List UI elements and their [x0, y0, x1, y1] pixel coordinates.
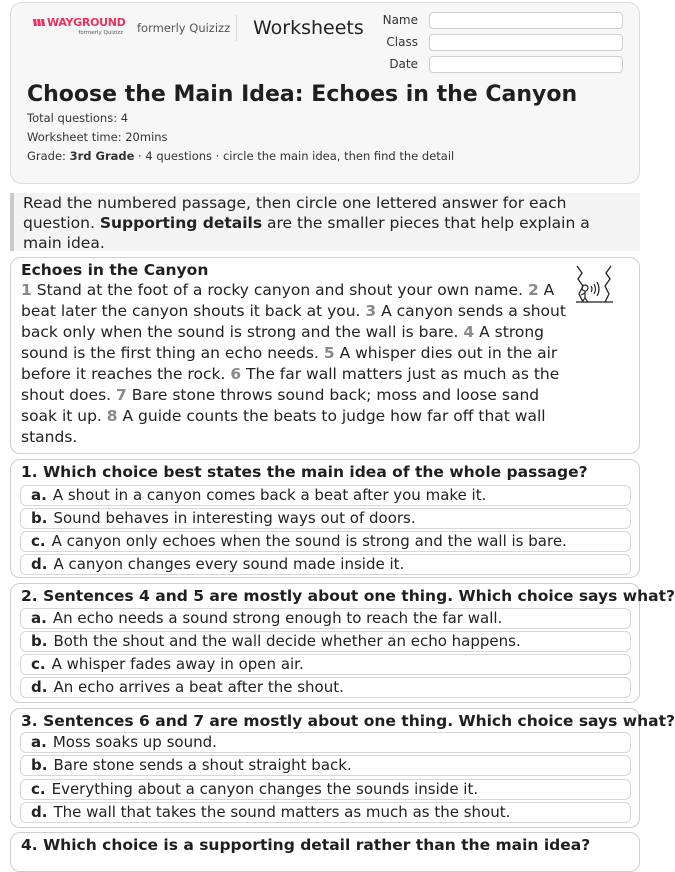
passage-card — [10, 257, 640, 454]
sentence-text: Stand at the foot of a rocky canyon and shout your own name. — [31, 281, 528, 299]
logo-mark-icon — [33, 18, 47, 27]
choice-text: An echo needs a sound strong enough to reach the far wall. — [52, 609, 503, 627]
logo-subtext: formerly Quizizz — [78, 30, 123, 36]
choice-text: A whisper fades away in open air. — [51, 655, 304, 673]
date-field[interactable] — [429, 56, 623, 73]
instruction-bold: Supporting details — [99, 214, 263, 232]
grade-value: 3rd Grade — [69, 149, 135, 163]
echo-canyon-icon — [571, 264, 617, 306]
answer-choice-2a[interactable] — [20, 608, 631, 629]
question-text: 1. Which choice best states the main idea of the whole passage? — [21, 463, 588, 481]
answer-choice-1c[interactable] — [20, 531, 631, 552]
choice-letter: a. — [31, 609, 47, 627]
choice-letter: b. — [31, 632, 48, 650]
page-title: Choose the Main Idea: Echoes in the Canyon — [27, 82, 578, 107]
question-card-4 — [10, 832, 640, 872]
formerly-text: formerly Quizizz — [137, 21, 231, 35]
sentence-number: 2 — [527, 281, 539, 299]
worksheet-header — [10, 2, 640, 184]
worksheet-time: Worksheet time: 20mins — [27, 130, 168, 144]
question-card-2 — [10, 583, 675, 703]
logo-wordmark: WAYGROUND — [33, 16, 123, 29]
choice-letter: a. — [31, 486, 47, 504]
question-text: 2. Sentences 4 and 5 are mostly about one thing. Which choice says what? — [21, 587, 675, 605]
sentence-number: 7 — [116, 386, 127, 404]
sentence-text: A beat later the canyon shouts it back at you. — [21, 281, 555, 320]
choice-text: Everything about a canyon changes the sounds inside it. — [51, 780, 479, 798]
choice-letter: d. — [31, 555, 48, 573]
sentence-number: 5 — [323, 344, 335, 362]
choice-letter: d. — [31, 803, 48, 821]
answer-choice-3c[interactable] — [20, 779, 631, 800]
sentence-number: 3 — [365, 302, 377, 320]
answer-choice-3b[interactable] — [20, 755, 631, 776]
choice-text: Moss soaks up sound. — [52, 733, 217, 751]
instruction-text-2: are the smaller pieces that help explain a main idea. — [23, 214, 590, 252]
wayground-logo — [33, 16, 126, 40]
answer-choice-2c[interactable] — [20, 654, 631, 675]
sentence-text: A whisper dies out in the air before it reaches the rock. — [21, 344, 558, 383]
sentence-number: 8 — [106, 407, 118, 425]
sentence-text: A strong sound is the first thing an echo needs. — [21, 323, 544, 362]
question-card-3 — [10, 708, 675, 828]
name-label: Name — [382, 13, 418, 27]
choice-letter: c. — [31, 655, 46, 673]
choice-text: A shout in a canyon comes back a beat after you make it. — [52, 486, 487, 504]
answer-choice-1a[interactable] — [20, 485, 631, 506]
sentence-number: 4 — [463, 323, 475, 341]
sentence-text: A canyon sends a shout back only when the sound is strong and the wall is bare. — [21, 302, 566, 341]
date-label: Date — [389, 57, 418, 71]
passage-body — [21, 280, 566, 448]
choice-text: The wall that takes the sound matters as much as the shout. — [53, 803, 511, 821]
choice-text: Both the shout and the wall decide whether an echo happens. — [53, 632, 521, 650]
instruction-text-1: Read the numbered passage, then circle one lettered answer for each question. — [23, 194, 567, 232]
sentence-text: Bare stone throws sound back; moss and loose sand soak it up. — [21, 386, 540, 425]
sentence-text: The far wall matters just as much as the shout does. — [21, 365, 560, 404]
passage-title: Echoes in the Canyon — [21, 261, 209, 279]
instruction-block — [10, 193, 640, 251]
name-field[interactable] — [429, 12, 623, 29]
answer-choice-1d[interactable] — [20, 554, 631, 575]
sentence-text: A guide counts the beats to judge how far off that wall stands. — [21, 407, 546, 446]
choice-text: A canyon changes every sound made inside it. — [53, 555, 405, 573]
grade-suffix: · 4 questions · circle the main idea, then find the detail — [134, 149, 455, 163]
answer-choice-1b[interactable] — [20, 508, 631, 529]
question-text: 3. Sentences 6 and 7 are mostly about one thing. Which choice says what? — [21, 712, 675, 730]
choice-letter: b. — [31, 756, 48, 774]
choice-letter: a. — [31, 733, 47, 751]
choice-letter: d. — [31, 678, 48, 696]
choice-text: Bare stone sends a shout straight back. — [53, 756, 352, 774]
choice-letter: b. — [31, 509, 48, 527]
total-questions: Total questions: 4 — [27, 111, 129, 125]
answer-choice-3d[interactable] — [20, 802, 631, 823]
class-label: Class — [386, 35, 418, 49]
answer-choice-2b[interactable] — [20, 631, 631, 652]
question-card-1 — [10, 459, 640, 578]
answer-choice-2d[interactable] — [20, 677, 631, 698]
header-divider — [236, 15, 237, 41]
choice-text: Sound behaves in interesting ways out of doors. — [53, 509, 416, 527]
choice-letter: c. — [31, 780, 46, 798]
question-text: 4. Which choice is a supporting detail rather than the main idea? — [21, 836, 591, 854]
choice-letter: c. — [31, 532, 46, 550]
choice-text: An echo arrives a beat after the shout. — [53, 678, 344, 696]
answer-choice-3a[interactable] — [20, 732, 631, 753]
class-field[interactable] — [429, 34, 623, 51]
grade-line — [27, 149, 454, 163]
sentence-number: 6 — [230, 365, 242, 383]
grade-prefix: Grade: — [27, 149, 70, 163]
choice-text: A canyon only echoes when the sound is strong and the wall is bare. — [51, 532, 567, 550]
worksheets-label: Worksheets — [253, 17, 364, 39]
sentence-number: 1 — [21, 281, 32, 299]
